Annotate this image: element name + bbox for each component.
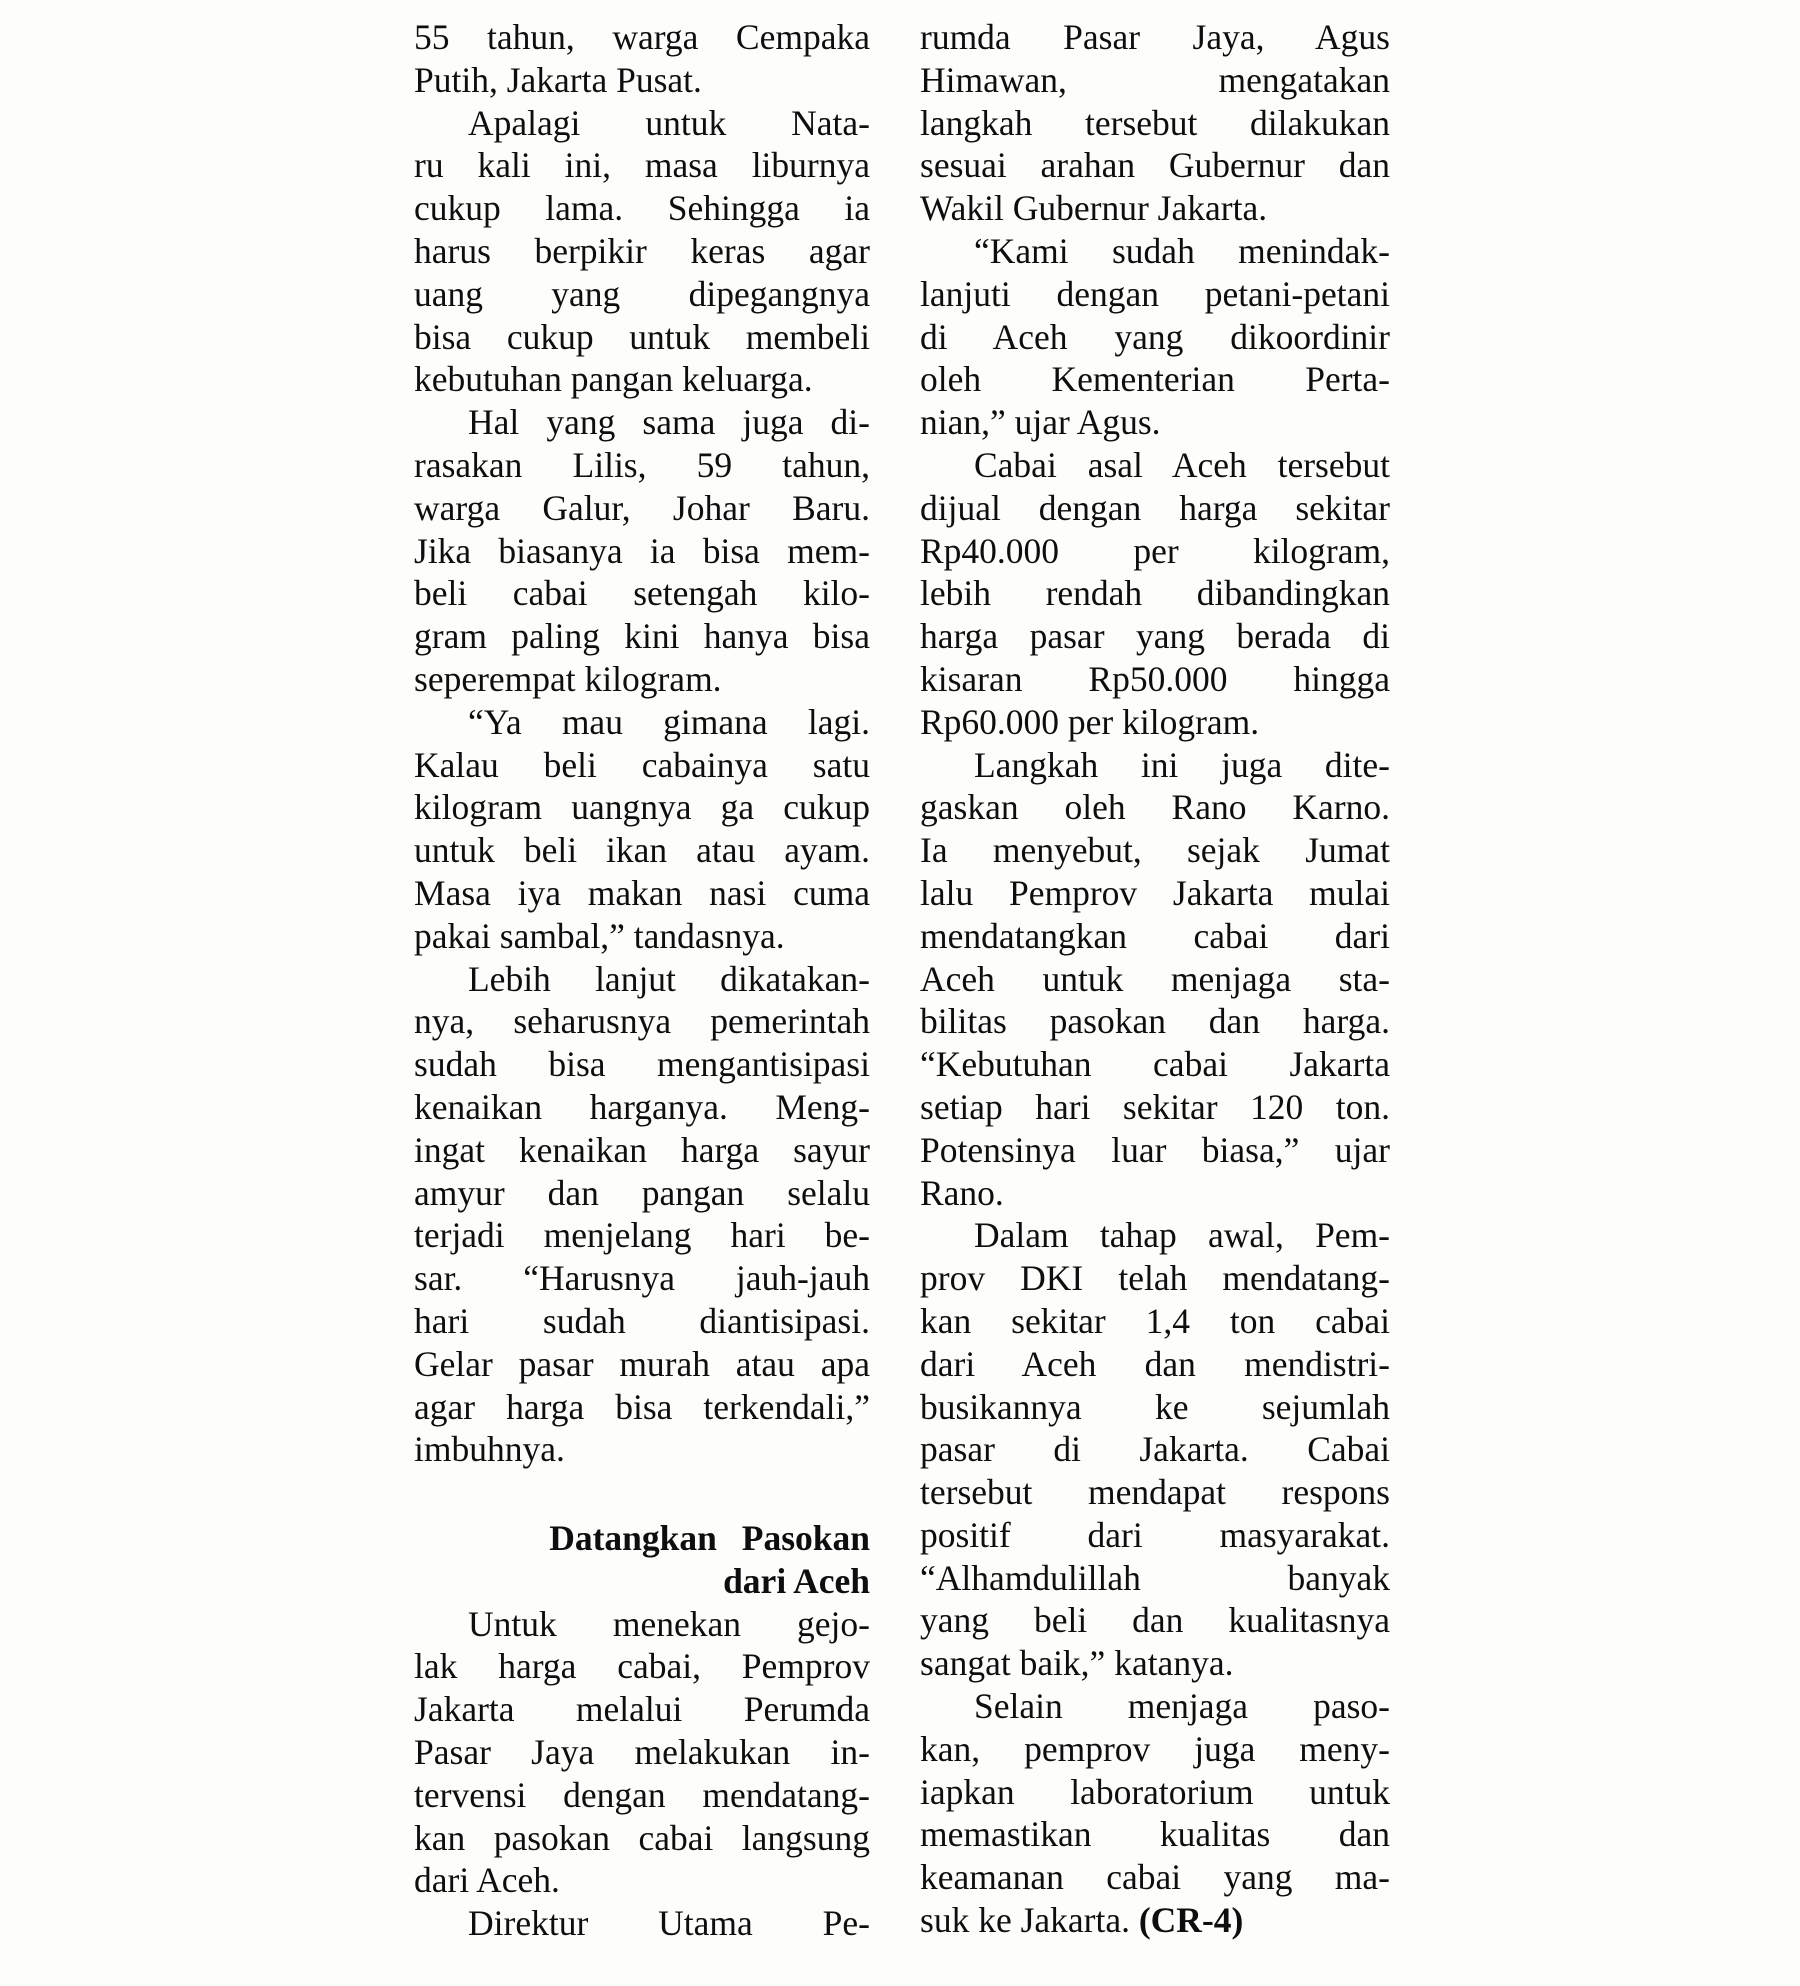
paragraph <box>414 1603 870 1903</box>
text-line: oleh Kementerian Perta- <box>920 359 1390 400</box>
text-line: dari Aceh dan mendistri- <box>920 1343 1390 1384</box>
paragraph <box>414 958 870 1472</box>
text-line: pakai sambal,” tandasnya. <box>414 915 785 956</box>
text-line: Gelar pasar murah atau apa <box>414 1343 870 1384</box>
text-line: harus berpikir keras agar <box>414 230 870 271</box>
text-line: Pasar Jaya melakukan in- <box>414 1732 870 1773</box>
text-line: kilogram uangnya ga cukup <box>414 787 870 828</box>
paragraph <box>414 701 870 958</box>
text-line: 55 tahun, warga Cempaka <box>414 17 870 57</box>
text-line: Himawan, mengatakan <box>920 59 1390 100</box>
text-line: gaskan oleh Rano Karno. <box>920 787 1390 828</box>
paragraph <box>920 230 1390 444</box>
text-line: Aceh untuk menjaga sta- <box>920 958 1390 999</box>
text-line: rumda Pasar Jaya, Agus <box>920 17 1390 57</box>
text-line: setiap hari sekitar 120 ton. <box>920 1086 1390 1127</box>
text-line: Kalau beli cabainya satu <box>414 744 870 785</box>
text-line: cukup lama. Sehingga ia <box>414 188 870 229</box>
text-line: untuk beli ikan atau ayam. <box>414 830 870 871</box>
text-line: lanjuti dengan petani-petani <box>920 273 1390 314</box>
text-line <box>920 1899 1390 1942</box>
text-line: Masa iya makan nasi cuma <box>414 872 870 913</box>
text-line: lebih rendah dibandingkan <box>920 573 1390 614</box>
text-line: lak harga cabai, Pemprov <box>414 1646 870 1687</box>
text-line: Direktur Utama Pe- <box>468 1903 870 1944</box>
text-line: di Aceh yang dikoordinir <box>920 316 1390 357</box>
text-line: agar harga bisa terkendali,” <box>414 1386 870 1427</box>
newspaper-article <box>414 16 1390 1945</box>
paragraph <box>920 444 1390 744</box>
paragraph <box>920 744 1390 1215</box>
text-line: Wakil Gubernur Jakarta. <box>920 188 1268 229</box>
text-line: memastikan kualitas dan <box>920 1814 1390 1855</box>
text-line: iapkan laboratorium untuk <box>920 1771 1390 1812</box>
text-line: kan, pemprov juga meny- <box>920 1728 1390 1769</box>
article-column-right <box>920 16 1390 1945</box>
text-line: dijual dengan harga sekitar <box>920 487 1390 528</box>
paragraph <box>414 1902 870 1945</box>
text-line: Dalam tahap awal, Pem- <box>974 1215 1390 1256</box>
text-line: prov DKI telah mendatang- <box>920 1258 1390 1299</box>
text-line: terjadi menjelang hari be- <box>414 1215 870 1256</box>
paragraph <box>920 16 1390 230</box>
text-line: Putih, Jakarta Pusat. <box>414 59 702 100</box>
text-line: seperempat kilogram. <box>414 658 722 699</box>
text-line: kan sekitar 1,4 ton cabai <box>920 1300 1390 1341</box>
text-line: Langkah ini juga dite- <box>974 744 1390 785</box>
text-line: gram paling kini hanya bisa <box>414 616 870 657</box>
text-line: busikannya ke sejumlah <box>920 1386 1390 1427</box>
text-line: warga Galur, Johar Baru. <box>414 487 870 528</box>
text-line: beli cabai setengah kilo- <box>414 573 870 614</box>
text-line: amyur dan pangan selalu <box>414 1172 870 1213</box>
text-line: imbuhnya. <box>414 1429 565 1470</box>
text-line: kisaran Rp50.000 hingga <box>920 658 1390 699</box>
paragraph <box>920 1685 1390 1942</box>
text-line: “Ya mau gimana lagi. <box>468 701 870 742</box>
text-line: Rp40.000 per kilogram, <box>920 530 1390 571</box>
text-line: langkah tersebut dilakukan <box>920 102 1390 143</box>
section-heading-line: Datangkan Pasokan <box>549 1518 870 1559</box>
text-line: kenaikan harganya. Meng- <box>414 1086 870 1127</box>
text-line: nya, seharusnya pemerintah <box>414 1001 870 1042</box>
text-line: sudah bisa mengantisipasi <box>414 1044 870 1085</box>
text-line: Jakarta melalui Perumda <box>414 1689 870 1730</box>
text-line: harga pasar yang berada di <box>920 616 1390 657</box>
section-heading-line: dari Aceh <box>723 1560 870 1601</box>
text-line: “Kebutuhan cabai Jakarta <box>920 1044 1390 1085</box>
paragraph <box>414 16 870 102</box>
text-line: bisa cukup untuk membeli <box>414 316 870 357</box>
text-line: Untuk menekan gejo- <box>468 1603 870 1644</box>
text-line: Rano. <box>920 1172 1004 1213</box>
text-line: tervensi dengan mendatang- <box>414 1774 870 1815</box>
text-line: mendatangkan cabai dari <box>920 915 1390 956</box>
text-line: “Alhamdulillah banyak <box>920 1557 1390 1598</box>
text-line: nian,” ujar Agus. <box>920 402 1161 443</box>
text-line: rasakan Lilis, 59 tahun, <box>414 444 870 485</box>
paragraph <box>414 401 870 701</box>
credit-tag: (CR-4) <box>1138 1900 1244 1941</box>
text-line: Potensinya luar biasa,” ujar <box>920 1129 1390 1170</box>
text-line: kan pasokan cabai langsung <box>414 1817 870 1858</box>
text-line: Lebih lanjut dikatakan- <box>468 958 870 999</box>
text-line: sar. “Harusnya jauh-jauh <box>414 1258 870 1299</box>
text-line: hari sudah diantisipasi. <box>414 1300 870 1341</box>
text-line: bilitas pasokan dan harga. <box>920 1001 1390 1042</box>
text-line: Cabai asal Aceh tersebut <box>974 444 1390 485</box>
text-line: Rp60.000 per kilogram. <box>920 701 1260 742</box>
article-column-left <box>414 16 870 1945</box>
text-line: positif dari masyarakat. <box>920 1514 1390 1555</box>
text-line: tersebut mendapat respons <box>920 1472 1390 1513</box>
text-line: pasar di Jakarta. Cabai <box>920 1429 1390 1470</box>
text-line: dari Aceh. <box>414 1860 560 1901</box>
text-line: Ia menyebut, sejak Jumat <box>920 830 1390 871</box>
text-line: Apalagi untuk Nata- <box>468 102 870 143</box>
text-line: Jika biasanya ia bisa mem- <box>414 530 870 571</box>
text-line: Hal yang sama juga di- <box>468 402 870 443</box>
text-line: kebutuhan pangan keluarga. <box>414 359 813 400</box>
paragraph <box>920 1214 1390 1685</box>
text-line: ru kali ini, masa liburnya <box>414 145 870 186</box>
text-line: “Kami sudah menindak- <box>974 230 1390 271</box>
text-line: lalu Pemprov Jakarta mulai <box>920 872 1390 913</box>
text-segment: suk ke Jakarta. <box>920 1900 1139 1941</box>
text-line: yang beli dan kualitasnya <box>920 1600 1390 1641</box>
text-line: uang yang dipegangnya <box>414 273 870 314</box>
text-line: sesuai arahan Gubernur dan <box>920 145 1390 186</box>
text-line: Selain menjaga paso- <box>974 1686 1390 1727</box>
section-heading <box>414 1517 870 1603</box>
text-line: ingat kenaikan harga sayur <box>414 1129 870 1170</box>
text-line: sangat baik,” katanya. <box>920 1643 1234 1684</box>
paragraph <box>414 102 870 402</box>
text-line: keamanan cabai yang ma- <box>920 1857 1390 1898</box>
